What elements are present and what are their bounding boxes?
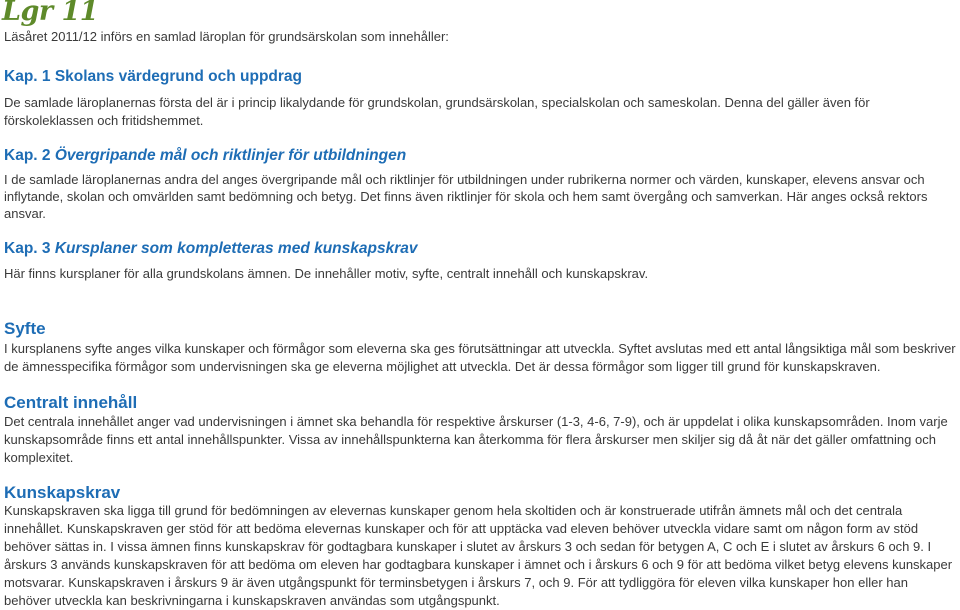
kap2-heading-title: Övergripande mål och riktlinjer för utbildningen — [50, 147, 407, 164]
kap2-body: I de samlade läroplanernas andra del anges övergripande mål och riktlinjer för utbildningen under rubrikerna normer och värden, kunskaper, elevens ansvar och inflytande, skolan och omvärlden samt bedömning och betyg. Det finns även riktlinjer för skola och hem samt övergång och samverkan. Här anges också rektors ansvar. — [4, 172, 928, 221]
kap2-heading-number: Kap. 2 — [4, 147, 51, 164]
intro-text: Läsåret 2011/12 införs en samlad läroplan för grundsärskolan som innehåller: — [4, 29, 449, 44]
lgr11-logo: Lgr 11 — [2, 0, 99, 27]
kunskapskrav-body: Kunskapskraven ska ligga till grund för bedömningen av elevernas kunskaper genom hela skoltiden och är konstruerade utifrån ämnets mål och det centrala innehållet. Kunskapskraven ger stöd för att bedöma elevernas kunskaper och för att upptäcka vad eleven behöver utveckla vidare samt om någon form av stöd behöver sättas in. I vissa ämnen finns kunskapskrav för godtagbara kunskaper i slutet av årskurs 3 och sedan för betygen A, C och E i slutet av årskurs 6 och 9. I årskurs 3 används kunskapskraven för att bedöma om eleven har godtagbara kunskaper i ämnet och i årskurs 6 och 9 för att bedöma vilket betyg elevens kunskaper motsvarar. Kunskapskraven i årskurs 9 är även utgångspunkt för terminsbetygen i årskurs 7, och 9. För att tydliggöra för eleven vilka kunskaper hon eller han behöver utveckla kan beskrivningarna i kunskapskraven användas som utgångspunkt. — [4, 503, 953, 608]
syfte-heading: Syfte — [4, 319, 46, 338]
centralt-innehall-body: Det centrala innehållet anger vad undervisningen i ämnet ska behandla för respektive årskurser (1-3, 4-6, 7-9), och är uppdelat i olika kunskapsområden. Inom varje kunskapsområde finns ett antal innehållspunkter. Vissa av innehållspunkterna kan återkomma för flera årskurser men skiljer sig då åt när det gäller omfattning och komplexitet. — [4, 414, 948, 465]
kap3-heading — [4, 240, 956, 258]
kap1-body: De samlade läroplanernas första del är i princip likalydande för grundskolan, grundsärskolan, specialskolan och sameskolan. Denna del gäller även för förskoleklassen och fritidshemmet. — [4, 95, 870, 128]
kap1-heading: Kap. 1 Skolans värdegrund och uppdrag — [4, 68, 302, 85]
kap3-body: Här finns kursplaner för alla grundskolans ämnen. De innehåller motiv, syfte, centralt innehåll och kunskapskrav. — [4, 266, 649, 281]
kap3-heading-title: Kursplaner som kompletteras med kunskapskrav — [50, 240, 418, 257]
kap2-heading — [4, 147, 956, 165]
kunskapskrav-heading: Kunskapskrav — [4, 483, 121, 502]
syfte-body: I kursplanens syfte anges vilka kunskaper och förmågor som eleverna ska ges förutsättningar att utveckla. Syftet avslutas med ett antal långsiktiga mål som beskriver de ämnesspecifika förmågor som undervisningen ska ge eleverna möjlighet att utveckla. Det är dessa förmågor som ligger till grund för kunskapskraven. — [4, 341, 956, 374]
centralt-innehall-heading: Centralt innehåll — [4, 393, 138, 412]
kap3-heading-number: Kap. 3 — [4, 240, 51, 257]
